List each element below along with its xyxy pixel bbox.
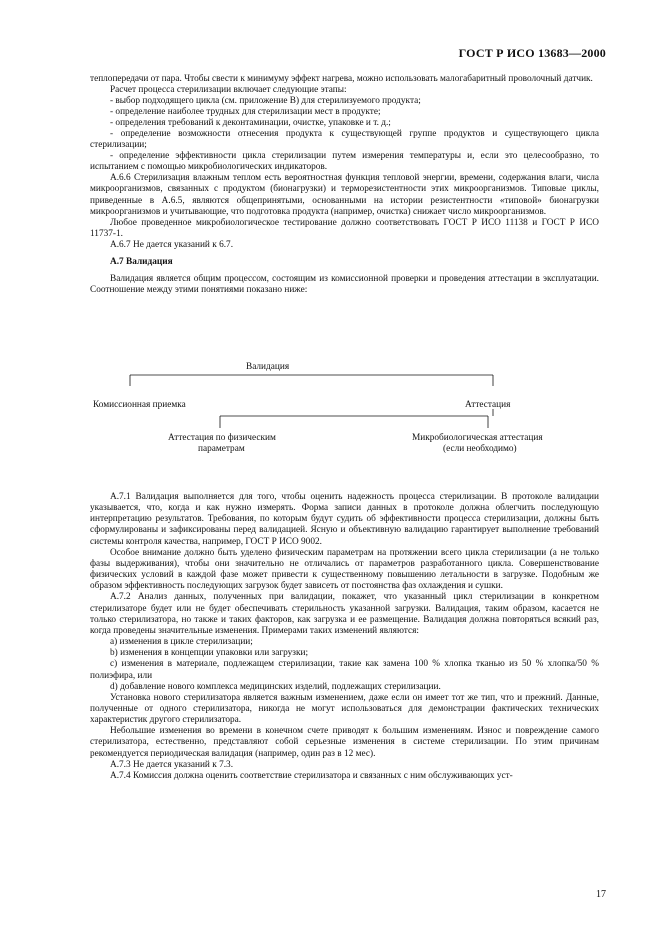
diagram-physical-label-line1: Аттестация по физическим	[168, 433, 276, 443]
paragraph: А.6.7 Не дается указаний к 6.7.	[110, 239, 234, 250]
diagram-micro-label-line2: (если необходимо)	[443, 444, 517, 454]
list-item: - определения требований к деконтаминации, очистке, упаковке и т. д.;	[110, 118, 391, 129]
paragraph: Особое внимание должно быть уделено физическим параметрам на протяжении всего цикла стерилизации (а не только фазы выдерживания), чтобы они значительно не отличались от параметров разработанного цикла. Совершенствование физических условий в каждой фазе может привести к существенному повышению летальности в загрузке. Подобным же образом эффективность последующих загрузок будет зависеть от постоянства фаз охлаждения и сушки.	[90, 547, 599, 592]
list-item: - выбор подходящего цикла (см. приложение В) для стерилизуемого продукта;	[110, 96, 421, 107]
list-item: a) изменения в цикле стерилизации;	[110, 637, 253, 648]
diagram-micro-label-line1: Микробиологическая аттестация	[412, 433, 543, 443]
paragraph: А.7.4 Комиссия должна оценить соответствие стерилизатора и связанных с ним обслуживающих уст-	[110, 770, 513, 781]
list-item: - определение эффективности цикла стерилизации путем измерения температуры и, если это целесообразно, то испытанием с помощью микробиологических индикаторов.	[90, 151, 599, 173]
diagram-root-label: Валидация	[246, 362, 290, 372]
list-item: d) добавление нового комплекса медицинских изделий, подлежащих стерилизации.	[110, 681, 441, 692]
paragraph: А.7.1 Валидация выполняется для того, чтобы оценить надежность процесса стерилизации. В протоколе валидации указывается, что, когда и как нужно измерять. Форма записи данных в протоколе должна облегчить последующую интерпретацию результатов. Требования, по которым будут судить об эффективности процесса стерилизации, должны быть сформулированы и зафиксированы перед валидацией. Ясную и объективную валидацию гарантирует выполнение требований системы контроля качества, например, ГОСТ Р ИСО 9002.	[90, 492, 599, 547]
list-item: c) изменения в материале, подлежащем стерилизации, такие как замена 100 % хлопка тканью из 50 % хлопка/50 % полиэфира, или	[90, 659, 599, 681]
upper-text-block	[90, 74, 599, 296]
paragraph: Расчет процесса стерилизации включает следующие этапы:	[110, 85, 347, 96]
paragraph: Установка нового стерилизатора является важным изменением, даже если он имеет тот же тип, что и прежний. Данные, полученные от одного стерилизатора, никогда не могут использоваться для демонстрации фактических технических характеристик другого стерилизатора.	[90, 692, 599, 726]
section-heading: А.7 Валидация	[110, 256, 173, 267]
paragraph: Небольшие изменения во времени в конечном счете приводят к большим изменениям. Износ и повреждение самого стерилизатора, естественно, представляют собой серьезные изменения в системе стерилизации. По этим причинам рекомендуется периодическая валидация (например, один раз в 12 мес).	[90, 726, 599, 759]
page-number: 17	[596, 889, 606, 900]
list-item: - определение возможности отнесения продукта к существующей группе продуктов и существующего цикла стерилизации;	[90, 129, 599, 151]
paragraph: А.7.2 Анализ данных, полученных при валидации, покажет, что указанный цикл стерилизации в конкретном стерилизаторе будет или не будет обеспечивать стерильность указанной загрузки. Валидация, таким образом, касается не только стерилизатора, но также и таких факторов, как загрузка и ее размещение. Валидация должна повторяться всякий раз, когда проведены значительные изменения. Примерами таких изменений являются:	[90, 592, 599, 636]
lower-text-block	[90, 492, 599, 782]
validation-diagram	[90, 360, 599, 470]
paragraph: теплопередачи от пара. Чтобы свести к минимуму эффект нагрева, можно использовать малогабаритный проволочный датчик.	[90, 74, 593, 84]
diagram-lines	[90, 360, 599, 470]
list-item: - определение наиболее трудных для стерилизации мест в продукте;	[110, 107, 381, 118]
paragraph: Любое проведенное микробиологическое тестирование должно соответствовать ГОСТ Р ИСО 11138 и ГОСТ Р ИСО 11737-1.	[90, 217, 599, 239]
paragraph: А.7.3 Не дается указаний к 7.3.	[110, 759, 234, 770]
list-item: b) изменения в концепции упаковки или загрузки;	[110, 648, 309, 659]
paragraph: Валидация является общим процессом, состоящим из комиссионной проверки и проведения аттестации в эксплуатации. Соотношение между этими понятиями показано ниже:	[90, 273, 599, 295]
paragraph: А.6.6 Стерилизация влажным теплом есть вероятностная функция тепловой энергии, времени, содержания влаги, числа микроорганизмов, связанных с продуктом (бионагрузки) и терморезистентности этих микроорганизмов. Типовые циклы, приведенные в А.6.5, являются общепринятыми, основанными на истории резистентности «типовой» бионагрузки микроорганизмов и учитывающие, что подготовка продукта (например, очистка) снижает число микроорганизмов.	[90, 173, 599, 217]
diagram-physical-label-line2: параметрам	[198, 444, 245, 454]
document-header: ГОСТ Р ИСО 13683—2000	[458, 46, 606, 60]
diagram-attestation-label: Аттестация	[465, 400, 511, 410]
diagram-commissioning-label: Комиссионная приемка	[93, 400, 186, 410]
